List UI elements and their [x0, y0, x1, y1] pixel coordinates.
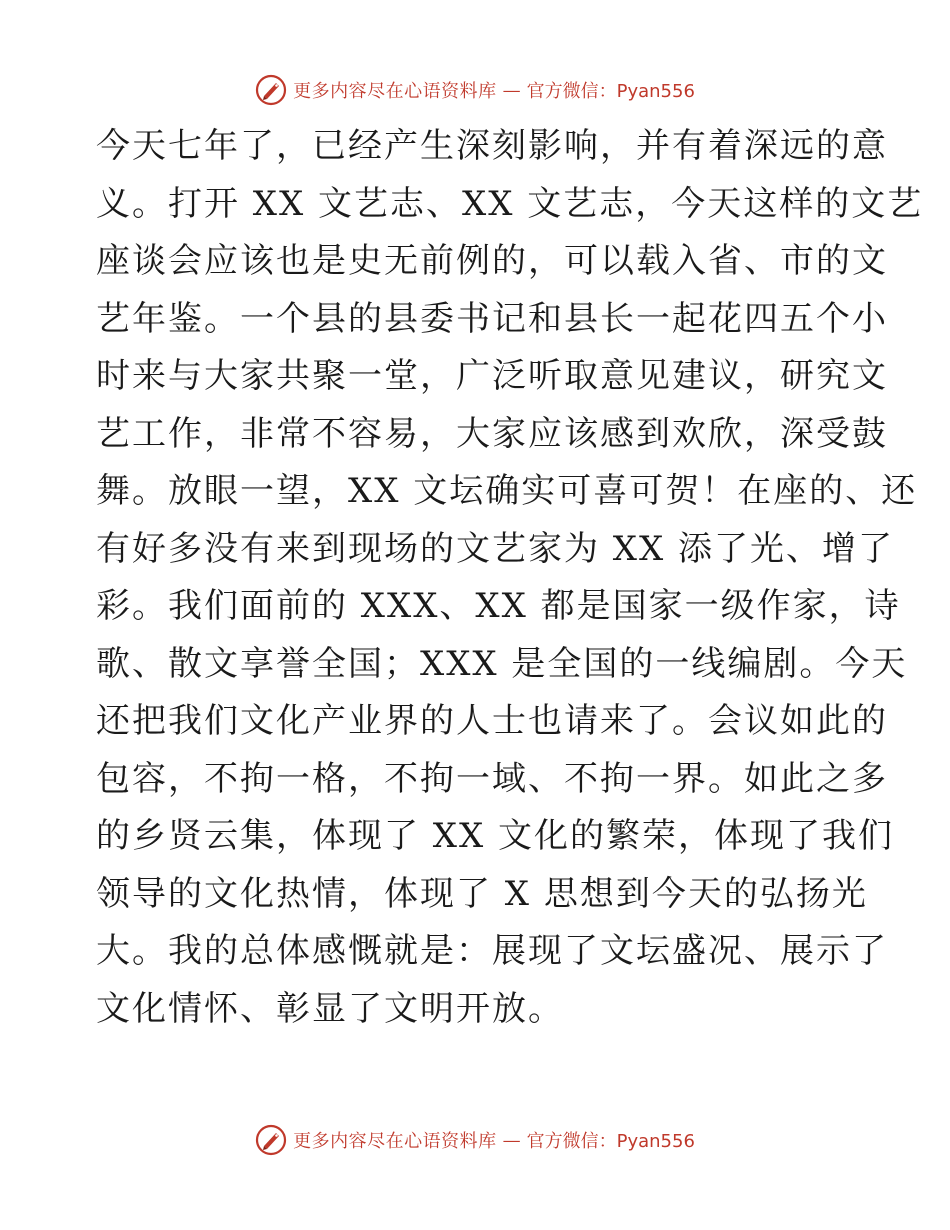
- brand-separator: —: [502, 79, 521, 101]
- brand-contact: 官方微信：Pyan556: [526, 1131, 695, 1152]
- brand-text: 更多内容尽在心语资料库: [293, 1131, 497, 1152]
- text-line: 包容，不拘一格，不拘一域、不拘一界。如此之多: [96, 758, 888, 799]
- pen-nib-logo-icon: [255, 74, 287, 106]
- text-line: 领导的文化热情，体现了 X 思想到今天的弘扬光: [96, 873, 868, 914]
- text-line: 时来与大家共聚一堂，广泛听取意见建议，研究文: [96, 356, 888, 396]
- text-line: 彩。我们面前的 XXX、XX 都是国家一级作家，诗: [96, 586, 901, 626]
- text-line: 义。打开 XX 文艺志、XX 文艺志，今天这样的文艺: [96, 183, 924, 224]
- text-line: 还把我们文化产业界的人士也请来了。会议如此的: [96, 701, 888, 741]
- text-line: 有好多没有来到现场的文艺家为 XX 添了光、增了: [96, 528, 895, 569]
- text-line: 大。我的总体感慨就是：展现了文坛盛况、展示了: [96, 931, 888, 971]
- page-footer-watermark: [0, 1120, 950, 1160]
- pen-nib-logo-icon: [255, 1124, 287, 1156]
- text-line: 座谈会应该也是史无前例的，可以载入省、市的文: [96, 241, 888, 281]
- brand-banner: [255, 1124, 695, 1156]
- text-line: 文化情怀、彰显了文明开放。: [96, 988, 564, 1029]
- page-header-watermark: [0, 70, 950, 110]
- text-line: 的乡贤云集，体现了 XX 文化的繁荣，体现了我们: [96, 816, 895, 856]
- body-text: [96, 118, 924, 1038]
- text-line: 今天七年了，已经产生深刻影响，并有着深远的意: [96, 126, 888, 166]
- brand-separator: —: [502, 1129, 521, 1151]
- text-line: 艺年鉴。一个县的县委书记和县长一起花四五个小: [96, 298, 888, 339]
- brand-banner: [255, 74, 695, 106]
- brand-text: 更多内容尽在心语资料库: [293, 81, 497, 102]
- text-line: 艺工作，非常不容易，大家应该感到欢欣，深受鼓: [96, 413, 888, 454]
- text-line: 舞。放眼一望，XX 文坛确实可喜可贺！在座的、还: [96, 471, 918, 511]
- text-line: 歌、散文享誉全国；XXX 是全国的一线编剧。今天: [96, 643, 908, 684]
- brand-contact: 官方微信：Pyan556: [526, 81, 695, 102]
